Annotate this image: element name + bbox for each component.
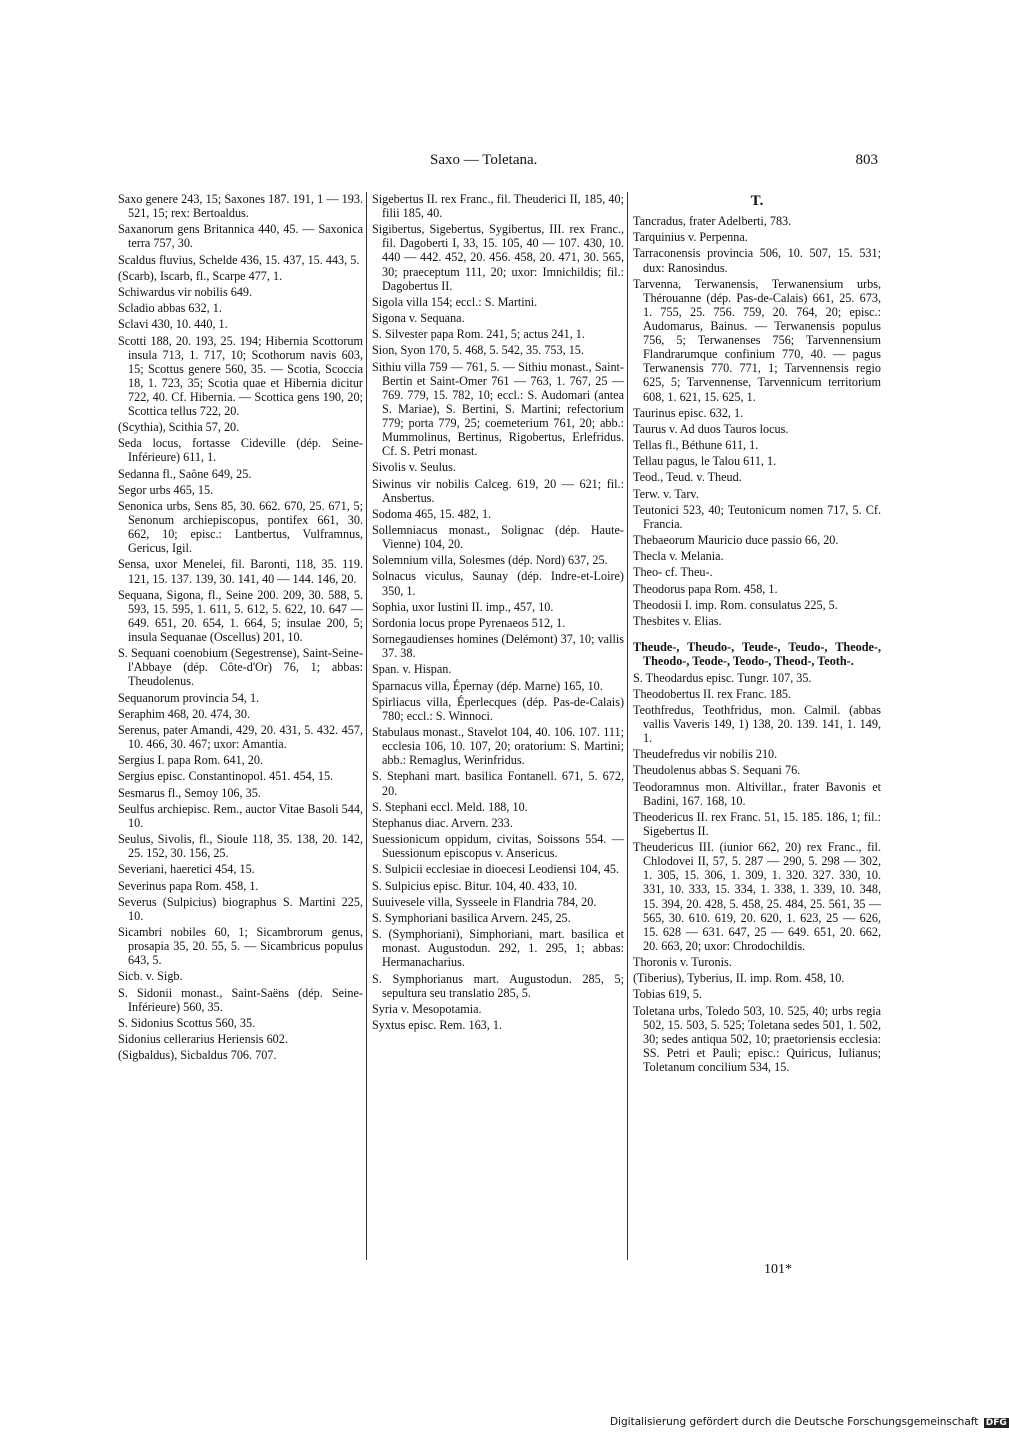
index-entry: Sion, Syon 170, 5. 468, 5. 542, 35. 753, 15. [372,343,584,358]
index-entry: Segor urbs 465, 15. [118,482,214,497]
index-entry: Suuivesele villa, Sysseele in Flandria 784, 20. [372,894,597,909]
index-entry: Spirliacus villa, Éperlecques (dép. Pas-de-Calais) 780; eccl.: S. Winnoci. [372,694,624,723]
index-entry: Teutonici 523, 40; Teutonicum nomen 717, 5. Cf. Francia. [633,502,881,531]
index-entry: (Tiberius), Tyberius, II. imp. Rom. 458, 10. [633,971,845,986]
index-entry: Theo- cf. Theu-. [633,565,713,580]
index-entry: Sequana, Sigona, fl., Seine 200. 209, 30. 588, 5. 593, 15. 595, 1. 611, 5. 612, 5. 622, 10. 647 — 649. 651, 20. 654, 1. 664, 5; insulae 200, 5; insula Sequanae (Oscellus) 201, 10. [118,587,363,645]
index-entry: Sergius I. papa Rom. 641, 20. [118,753,264,768]
index-entry: Suessionicum oppidum, civitas, Soissons 554. — Suessionum episcopus v. Ansericus. [372,832,624,861]
index-entry: Teothfredus, Teothfridus, mon. Calmil. (abbas vallis Vaveris 149, 1) 138, 20. 139. 141, 1. 149, 1. [633,702,881,746]
index-column-middle [372,192,624,1034]
index-entry: Seraphim 468, 20. 474, 30. [118,706,251,721]
index-entry: Severiani, haeretici 454, 15. [118,862,255,877]
index-entry: Solemnium villa, Solesmes (dép. Nord) 637, 25. [372,553,608,568]
index-entry: Seda locus, fortasse Cideville (dép. Seine-Inférieure) 611, 1. [118,436,363,465]
index-entry: Sedanna fl., Saône 649, 25. [118,466,252,481]
index-entry: Theodosii I. imp. Rom. consulatus 225, 5. [633,597,838,612]
index-entry: Sodoma 465, 15. 482, 1. [372,506,492,521]
index-entry: Sicambri nobiles 60, 1; Sicambrorum genus, prosapia 35, 20. 55, 5. — Sicambricus populus 643, 5. [118,925,363,968]
index-entry: Tellau pagus, le Talou 611, 1. [633,454,777,469]
index-entry: Tellas fl., Béthune 611, 1. [633,438,759,453]
index-entry: S. Sulpicius episc. Bitur. 104, 40. 433, 10. [372,878,578,893]
index-entry: Theudefredus vir nobilis 210. [633,747,778,762]
index-entry: Sigibertus, Sigebertus, Sygibertus, III. rex Franc., fil. Dagoberti I, 33, 15. 105, 40 — 107. 430, 10. 440 — 442. 452, 20. 456. 458, 20. 471, 30. 565, 30; praeceptum 111, 20; uxor: Imnichildis; fil.: Dagobertus II. [372,222,624,293]
index-entry: Tarraconensis provincia 506, 10. 507, 15. 531; dux: Ranosindus. [633,246,881,275]
index-entry: Schiwardus vir nobilis 649. [118,284,253,299]
index-entry: (Sigbaldus), Sicbaldus 706. 707. [118,1048,277,1063]
index-column-left [118,192,363,1064]
index-entry: Senonica urbs, Sens 85, 30. 662. 670, 25. 671, 5; Senonum archiepiscopus, pontifex 661, 30. 662, 10; episc.: Lantbertus, Vulframnus, Gericus, Igil. [118,499,363,556]
index-entry: Severus (Sulpicius) biographus S. Martini 225, 10. [118,894,363,923]
footer-credit [610,1416,1009,1428]
index-entry: Taurus v. Ad duos Tauros locus. [633,421,789,436]
index-entry: Span. v. Hispan. [372,662,452,677]
index-entry: Tancradus, frater Adelberti, 783. [633,214,792,229]
index-entry: Sornegaudienses homines (Delémont) 37, 10; vallis 37. 38. [372,632,624,661]
index-entry: (Scythia), Scithia 57, 20. [118,420,240,435]
index-column-right [633,192,881,1076]
index-entry: Serenus, pater Amandi, 429, 20. 431, 5. 432. 457, 10. 466, 30. 467; uxor: Amantia. [118,722,363,752]
index-entry: Scladio abbas 632, 1. [118,301,222,316]
index-entry: Theodorus papa Rom. 458, 1. [633,581,778,596]
index-entry: S. (Symphoriani), Simphoriani, mart. basilica et monast. Augustodun. 292, 1. 295, 1; abbas: Hermanacharius. [372,927,624,970]
index-entry: S. Silvester papa Rom. 241, 5; actus 241, 1. [372,327,585,342]
column-divider [366,192,367,1260]
letter-heading: T. [750,193,764,209]
index-entry: Sicb. v. Sigb. [118,969,183,984]
index-entry: Thoronis v. Turonis. [633,955,732,970]
index-entry: Taurinus episc. 632, 1. [633,405,744,420]
index-entry: S. Theodardus episc. Tungr. 107, 35. [633,670,812,685]
index-entry: Scaldus fluvius, Schelde 436, 15. 437, 15. 443, 5. [118,252,360,267]
index-entry: Tarquinius v. Perpenna. [633,230,748,245]
index-entry: Toletana urbs, Toledo 503, 10. 525, 40; urbs regia 502, 15. 503, 5. 525; Toletana sedes 501, 1. 502, 30; sedes antiqua 502, 10; praetoriensis ecclesia: SS. Petri et Pauli; episc.: Quiricus, Iulianus; Toletanum concilium 534, 15. [633,1003,881,1074]
index-entry: Sigola villa 154; eccl.: S. Martini. [372,294,538,309]
index-entry: Seulfus archiepisc. Rem., auctor Vitae Basoli 544, 10. [118,801,363,830]
index-entry: Stephanus diac. Arvern. 233. [372,815,513,830]
index-entry: S. Sulpicii ecclesiae in dioecesi Leodiensi 104, 45. [372,862,620,877]
index-entry: S. Symphorianus mart. Augustodun. 285, 5; sepultura seu translatio 285, 5. [372,971,624,1000]
index-entry: Scotti 188, 20. 193, 25. 194; Hibernia Scottorum insula 713, 1. 717, 10; Scothorum navis 603, 15; Scottus genere 560, 35. — Scotia, Scoccia 18, 1. 723, 35; Scotia quae et Hibernia dicitur 722, 40. Cf. Hibernia. — Scottica gens 190, 20; Scottica tellus 722, 20. [118,333,363,418]
index-entry: S. Stephani mart. basilica Fontanell. 671, 5. 672, 20. [372,769,624,798]
index-entry: Solnacus viculus, Saunay (dép. Indre-et-Loire) 350, 1. [372,569,624,598]
index-entry: S. Sequani coenobium (Segestrense), Saint-Seine-l'Abbaye (dép. Côte-d'Or) 76, 1; abbas: Theudolenus. [118,646,363,689]
index-entry: Thebaeorum Mauricio duce passio 66, 20. [633,533,839,548]
index-entry: Sensa, uxor Menelei, fil. Baronti, 118, 35. 119. 121, 15. 137. 139, 30. 141, 40 — 144. 146, 20. [118,557,363,586]
index-entry: Sesmarus fl., Semoy 106, 35. [118,785,261,800]
index-entry: S. Symphoriani basilica Arvern. 245, 25. [372,910,571,925]
entries-group-a [633,214,881,628]
index-entry: Siwinus vir nobilis Calceg. 619, 20 — 621; fil.: Ansbertus. [372,476,624,505]
index-entry: Teodoramnus mon. Altivillar., frater Bavonis et Badini, 167. 168, 10. [633,779,881,808]
index-entry: Saxo genere 243, 15; Saxones 187. 191, 1 — 193. 521, 15; rex: Bertoaldus. [118,192,363,221]
index-entry: (Scarb), Iscarb, fl., Scarpe 477, 1. [118,268,283,283]
index-entry: Thecla v. Melania. [633,549,724,564]
running-title: Saxo — Toletana. [430,152,538,168]
index-entry: Theodobertus II. rex Franc. 185. [633,686,792,701]
index-entry: Sollemniacus monast., Solignac (dép. Haute-Vienne) 104, 20. [372,523,624,552]
dfg-logo: DFG [985,1418,1007,1428]
index-entry: Terw. v. Tarv. [633,486,699,501]
index-entry: Sordonia locus prope Pyrenaeos 512, 1. [372,615,566,630]
index-entry: Sparnacus villa, Épernay (dép. Marne) 165, 10. [372,678,603,693]
page-number: 803 [855,152,878,168]
index-entry: Thesbites v. Elias. [633,614,722,629]
index-entry: Sithiu villa 759 — 761, 5. — Sithiu monast., Saint-Bertin et Saint-Omer 761 — 763, 1. 767, 25 — 769. 779, 15. 782, 10; eccl.: S. Audomari (antea S. Mariae), S. Bertini, S. Martini; refectorium 779; porta 779, 25; coemeterium 761, 20; abb.: Mummolinus, Bertinus, Rigobertus, Erlefridus. Cf. S. Petri monast. [372,359,624,459]
index-entry: Tarvenna, Terwanensis, Terwanensium urbs, Thérouanne (dép. Pas-de-Calais) 661, 25. 673, 1. 755, 25. 756. 759, 20. 764, 20; episc.: Audomarus, Bainus. — Terwanensis populus 756, 5; Terwanenses 756; Tarvennensium Flandrarumque confinium 770, 40. — pagus Terwanensis 770. 771, 1; Tarvennensis regio 625, 5; Tarvennense, Tarvennicum territorium 608, 1. 621, 15. 625, 1. [633,276,881,404]
index-entry: Sophia, uxor Iustini II. imp., 457, 10. [372,599,554,614]
index-entry: Sclavi 430, 10. 440, 1. [118,317,228,332]
signature-mark: 101* [764,1262,792,1277]
index-entry: S. Sidonius Scottus 560, 35. [118,1015,256,1030]
index-entry: S. Stephani eccl. Meld. 188, 10. [372,799,528,814]
index-entry: Syxtus episc. Rem. 163, 1. [372,1017,502,1032]
index-entry: Theudolenus abbas S. Sequani 76. [633,763,801,778]
index-entry: Theodericus II. rex Franc. 51, 15. 185. 186, 1; fil.: Sigebertus II. [633,809,881,838]
index-entry: Sequanorum provincia 54, 1. [118,690,260,705]
name-variants-heading: Theude-, Theudo-, Teude-, Teudo-, Theode-, Theodo-, Teode-, Teodo-, Theod-, Teoth-. [633,640,881,669]
entries-group-b [633,671,881,1075]
footer-text: Digitalisierung gefördert durch die Deutsche Forschungsgemeinschaft [610,1416,979,1428]
index-entry: Sidonius cellerarius Heriensis 602. [118,1032,288,1047]
index-entry: Seulus, Sivolis, fl., Sioule 118, 35. 138, 20. 142, 25. 152, 30. 156, 25. [118,832,363,861]
index-entry: Syria v. Mesopotamia. [372,1001,482,1016]
index-entry: Stabulaus monast., Stavelot 104, 40. 106. 107. 111; ecclesia 106, 10. 107, 20; oratorium: S. Martini; abb.: Remaglus, Werinfridus. [372,725,624,768]
index-entry: Sigebertus II. rex Franc., fil. Theuderici II, 185, 40; filii 185, 40. [372,192,624,221]
index-entry: Saxanorum gens Britannica 440, 45. — Saxonica terra 757, 30. [118,222,363,251]
index-entry: Teod., Teud. v. Theud. [633,470,742,485]
column-divider [627,192,628,1260]
index-entry: Sivolis v. Seulus. [372,460,456,475]
index-entry: Sergius episc. Constantinopol. 451. 454, 15. [118,769,334,784]
index-entry: Theudericus III. (iunior 662, 20) rex Franc., fil. Chlodovei II, 57, 5. 287 — 290, 5. 298 — 302, 1. 305, 15. 306, 1. 309, 1. 320. 327. 330, 10. 331, 10. 333, 15. 334, 1. 338, 1. 339, 10. 348, 15. 394, 20. 428, 5. 458, 25. 484, 25. 561, 35 — 565, 30. 610. 619, 20. 620, 1. 623, 25 — 626, 15. 628 — 631. 647, 25 — 649. 651, 20. 662, 20. 663, 20; uxor: Chrodochildis. [633,840,881,953]
index-entry: Sigona v. Sequana. [372,311,465,326]
index-entry: Severinus papa Rom. 458, 1. [118,878,259,893]
index-entry: Tobias 619, 5. [633,987,702,1002]
index-entry: S. Sidonii monast., Saint-Saëns (dép. Seine-Inférieure) 560, 35. [118,985,363,1014]
